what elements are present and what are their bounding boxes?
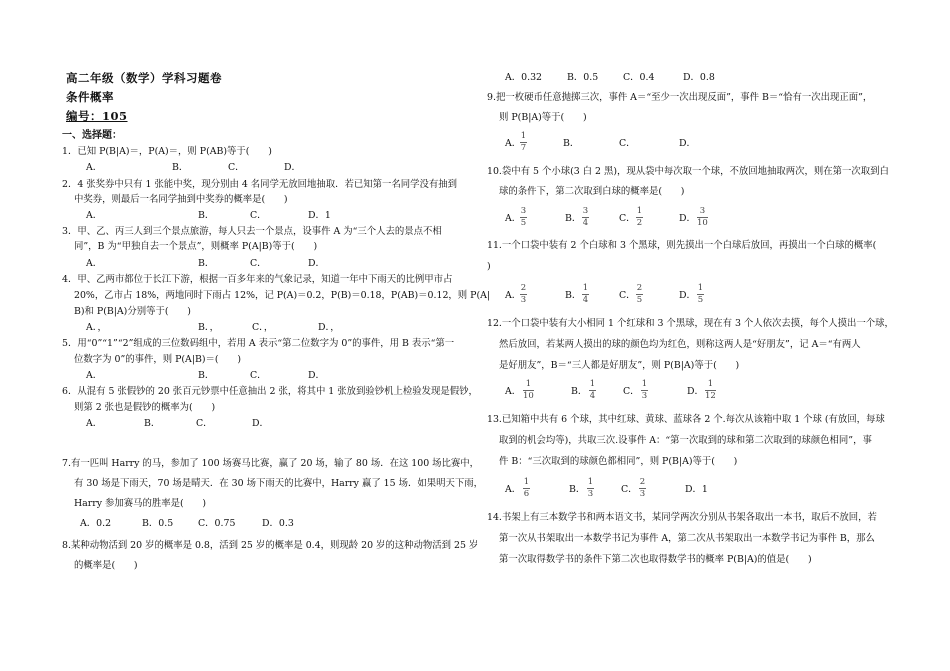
option-b[interactable]: B．0.5 [567,72,599,83]
option-a[interactable]: A． [86,258,103,269]
option-a[interactable]: A．， [86,322,107,333]
option-c[interactable]: C．0.4 [623,72,655,83]
page-title: 高二年级（数学）学科习题卷 [66,71,222,85]
option-d[interactable]: D． [679,213,696,224]
question-7-line-1: 7.有一匹叫 Harry 的马，参加了 100 场赛马比赛，赢了 20 场，输了 80 场．在这 100 场比赛中， [62,458,480,469]
fraction: 2 3 [520,283,527,305]
question-4-line-1: 4．甲、乙两市都位于长江下游，根据一百多年来的气象记录，知道一年中下雨天的比例甲市占 [62,274,453,285]
question-11-line-2: ) [487,261,491,272]
question-9-line-1: 9.把一枚硬币任意抛掷三次，事件 A＝“至少一次出现反面”，事件 B＝“恰有一次出现正面”， [487,92,873,103]
option-b[interactable]: B． [198,370,215,381]
fraction: 1 3 [641,379,648,401]
option-a[interactable]: A． [505,386,522,397]
option-d[interactable]: D．0.8 [683,72,715,83]
option-d[interactable]: D． [284,162,301,173]
question-8-line-1: 8.某种动物活到 20 岁的概率是 0.8，活到 25 岁的概率是 0.4，则现龄 20 岁的这种动物活到 25 岁 [62,540,479,551]
question-13-line-2: 取到的机会均等)，共取三次.设事件 A：“第一次取到的球和第二次取到的球颜色相同”，事 [499,435,872,446]
option-c[interactable]: C．， [252,322,274,333]
option-b[interactable]: B． [569,484,586,495]
option-a[interactable]: A． [86,370,103,381]
option-c[interactable]: C． [196,418,213,429]
option-a[interactable]: A． [505,290,522,301]
option-a[interactable]: A． [505,213,522,224]
option-d[interactable]: D． [308,370,325,381]
option-a[interactable]: A． [86,418,103,429]
page-subtitle: 条件概率 [66,90,114,104]
option-b[interactable]: B． [198,258,215,269]
question-13-line-3: 件 B：“三次取到的球颜色都相同”，则 P(B|A)等于( ) [499,456,738,467]
fraction: 1 4 [582,283,589,305]
question-14-line-3: 第一次取得数学书的条件下第二次也取得数学书的概率 P(B|A)的值是( ) [499,554,812,565]
option-d[interactable]: D．， [318,322,340,333]
fraction: 3 4 [582,206,589,228]
option-d[interactable]: D．1 [308,210,331,221]
question-11-line-1: 11.一个口袋中装有 2 个白球和 3 个黑球，则先摸出一个白球后放回，再摸出一个白球的概率( [487,240,877,251]
question-10-line-1: 10.袋中有 5 个小球(3 白 2 黑)，现从袋中每次取一个球，不放回地抽取两次，则在第一次取到白 [487,166,889,177]
fraction: 1 4 [589,379,596,401]
question-9-line-2: 则 P(B|A)等于( ) [499,112,587,123]
fraction: 1 7 [520,131,527,153]
option-c[interactable]: C． [623,386,640,397]
question-7-line-2: 有 30 场是下雨天，70 场是晴天．在 30 场下雨天的比赛中，Harry 赢了 15 场．如果明天下雨， [74,478,483,489]
fraction: 1 5 [697,283,704,305]
question-2-line-1: 2．4 张奖券中只有 1 张能中奖，现分别由 4 名同学无放回地抽取．若已知第一名同学没有抽到 [62,179,458,190]
option-c[interactable]: C． [228,162,245,173]
fraction: 1 6 [523,477,530,499]
fraction: 1 3 [587,477,594,499]
option-d[interactable]: D． [252,418,269,429]
question-5-line-2: 位数字为 0”的事件，则 P(A|B)＝( ) [74,354,241,365]
option-b[interactable]: B． [198,210,215,221]
option-b[interactable]: B． [144,418,161,429]
option-a[interactable]: A．0.2 [80,518,112,529]
question-2-line-2: 中奖券，则最后一名同学抽到中奖券的概率是( ) [74,194,288,205]
question-12-line-3: 是好朋友”，B＝“三人都是好朋友”，则 P(B|A)等于( ) [499,360,740,371]
question-4-line-3: B)和 P(B|A)分别等于( ) [74,306,191,317]
fraction: 1 12 [705,379,716,401]
fraction: 3 5 [520,206,527,228]
option-d[interactable]: D． [679,138,696,149]
question-14-line-1: 14.书架上有三本数学书和两本语文书，某同学两次分别从书架各取出一本书，取后不放回，若 [487,512,877,523]
question-14-line-2: 第一次从书架取出一本数学书记为事件 A，第二次从书架取出一本数学书记为事件 B，那么 [499,533,875,544]
question-3-line-2: 同”，B 为“甲独自去一个景点”，则概率 P(A|B)等于( ) [74,241,318,252]
option-d[interactable]: D．0.3 [262,518,294,529]
option-b[interactable]: B．， [198,322,219,333]
option-b[interactable]: B． [172,162,189,173]
option-d[interactable]: D． [687,386,704,397]
option-b[interactable]: B． [565,213,582,224]
section-heading: 一、选择题： [62,130,122,141]
option-a[interactable]: A．0.32 [505,72,543,83]
page-code: 编号：105 [66,109,128,123]
option-c[interactable]: C． [250,258,267,269]
option-c[interactable]: C． [250,210,267,221]
option-c[interactable]: C． [619,213,636,224]
fraction: 1 2 [636,206,643,228]
question-10-line-2: 球的条件下，第二次取到白球的概率是( ) [499,186,685,197]
option-c[interactable]: C． [619,290,636,301]
question-13-line-1: 13.已知箱中共有 6 个球，其中红球、黄球、蓝球各 2 个.每次从该箱中取 1 个球 (有放回，每球 [487,414,885,425]
option-b[interactable]: B． [565,290,582,301]
question-12-line-2: 然后放回，若某两人摸出的球的颜色均为红色，则称这两人是“好朋友”，记 A＝“有两人 [499,339,861,350]
option-d[interactable]: D．1 [685,484,708,495]
fraction: 2 3 [639,477,646,499]
option-c[interactable]: C． [250,370,267,381]
option-d[interactable]: D． [679,290,696,301]
option-a[interactable]: A． [505,138,522,149]
option-b[interactable]: B．0.5 [142,518,174,529]
question-3-line-1: 3．甲、乙、丙三人到三个景点旅游，每人只去一个景点，设事件 A 为“三个人去的景点不相 [62,226,442,237]
fraction: 3 10 [697,206,708,228]
option-a[interactable]: A． [86,162,103,173]
option-c[interactable]: C． [619,138,636,149]
question-1-text: 1．已知 P(B|A)＝，P(A)＝，则 P(AB)等于( ) [62,146,272,157]
option-c[interactable]: C．0.75 [198,518,236,529]
question-6-line-2: 则第 2 张也是假钞的概率为( ) [74,402,216,413]
option-a[interactable]: A． [86,210,103,221]
question-8-line-2: 的概率是( ) [74,560,138,571]
question-6-line-1: 6．从混有 5 张假钞的 20 张百元钞票中任意抽出 2 张，将其中 1 张放到验钞机上检验发现是假钞， [62,386,478,397]
question-5-line-1: 5．用“0”“1”“2”组成的三位数码组中，若用 A 表示“第二位数字为 0”的事件，用 B 表示“第一 [62,338,455,349]
question-7-line-3: Harry 参加赛马的胜率是( ) [74,498,207,509]
option-d[interactable]: D． [308,258,325,269]
question-4-line-2: 20%，乙市占 18%，两地同时下雨占 12%，记 P(A)＝0.2，P(B)＝0.18，P(AB)＝0.12，则 P(A| [74,290,491,301]
option-b[interactable]: B． [563,138,580,149]
question-12-line-1: 12.一个口袋中装有大小相同 1 个红球和 3 个黑球，现在有 3 个人依次去摸，每个人摸出一个球， [487,318,894,329]
fraction: 2 5 [636,283,643,305]
option-b[interactable]: B． [571,386,588,397]
fraction: 1 10 [523,379,534,401]
option-a[interactable]: A． [505,484,522,495]
option-c[interactable]: C． [621,484,638,495]
